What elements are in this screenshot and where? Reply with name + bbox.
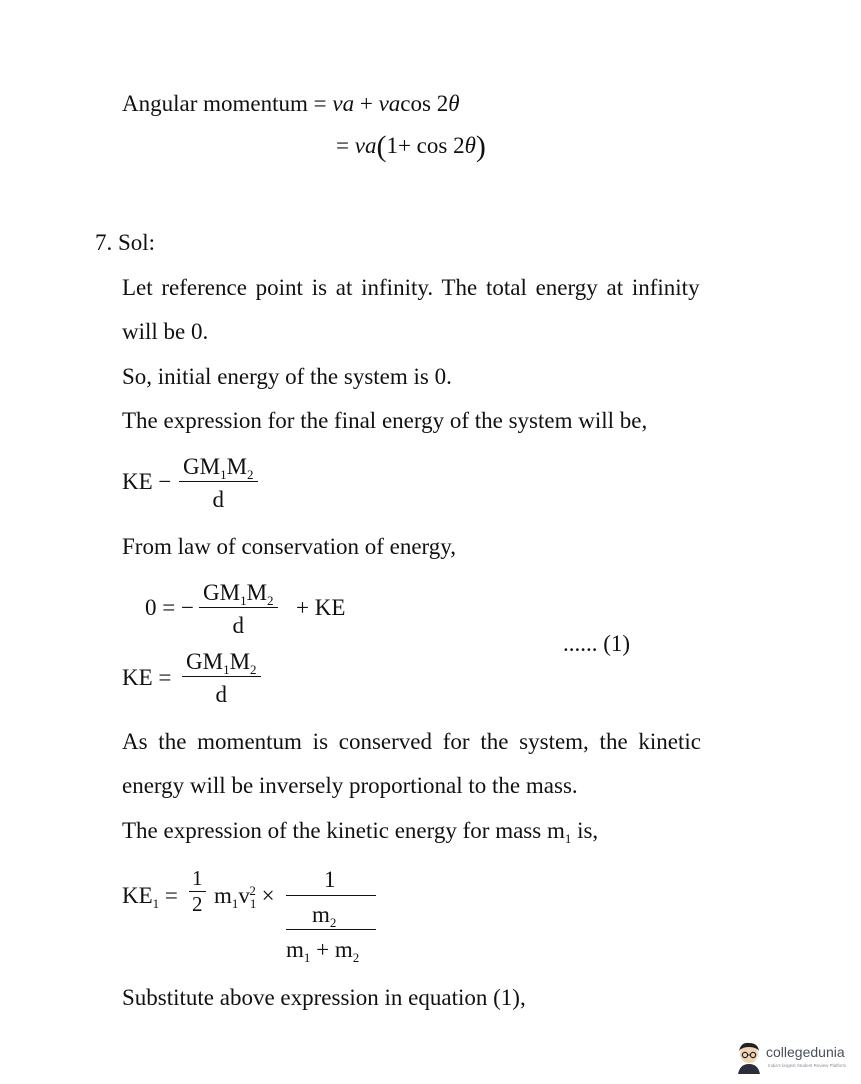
collegedunia-logo — [732, 1040, 857, 1076]
eq-ke1-lhs: $KE_1$ = — [122, 883, 178, 911]
solution-heading: 7. Sol: — [95, 230, 156, 255]
logo-name: collegedunia — [766, 1044, 845, 1060]
eq-ke-fraction: $GM_1M_2$ d — [179, 455, 258, 511]
solution-line-6: As the momentum is conserved for the system, the kinetic — [122, 729, 701, 754]
eq-zero-fraction: $GM_1M_2$ d — [199, 581, 278, 637]
solution-line-7: energy will be inversely proportional to the mass. — [122, 773, 578, 798]
eq-zero-lhs: 0 = − — [145, 595, 194, 620]
solution-line-5: From law of conservation of energy, — [122, 534, 457, 559]
eq-ke1-terms: $m_1v_1^2$ × — [214, 883, 275, 911]
solution-line-1: Let reference point is at infinity. The total energy at infinity — [122, 275, 700, 300]
solution-line-9: Substitute above expression in equation (1), — [122, 985, 526, 1010]
angular-momentum-line-2: = va(1+ cos 2θ) — [336, 130, 486, 163]
outer-fraction-bar — [286, 895, 376, 896]
eq-ke2-lhs: KE = — [122, 665, 172, 690]
eq-zero-rhs: + KE — [296, 595, 346, 620]
student-mascot-icon — [732, 1040, 766, 1076]
solution-line-2: will be 0. — [122, 319, 209, 344]
eq-ke-lhs: KE − — [122, 469, 172, 494]
solution-line-4: The expression for the final energy of the system will be, — [122, 408, 648, 433]
angular-momentum-line-1: Angular momentum = va + vacos 2θ — [122, 91, 460, 116]
equation-label: ...... (1) — [563, 631, 631, 656]
eq-ke1-compound-fraction: 1 $m_2$ $m_1 + m_2$ — [286, 868, 376, 968]
angular-momentum-label: Angular momentum — [122, 91, 308, 116]
solution-line-3: So, initial energy of the system is 0. — [122, 364, 452, 389]
solution-line-8: The expression of the kinetic energy for mass $m_1$ is, — [122, 818, 599, 846]
eq-ke1-half: 1 2 — [189, 868, 206, 915]
eq-ke2-fraction: $GM_1M_2$ d — [182, 650, 261, 706]
inner-fraction-bar — [286, 929, 376, 930]
logo-tagline: India's largest Student Review Platform — [768, 1063, 847, 1068]
